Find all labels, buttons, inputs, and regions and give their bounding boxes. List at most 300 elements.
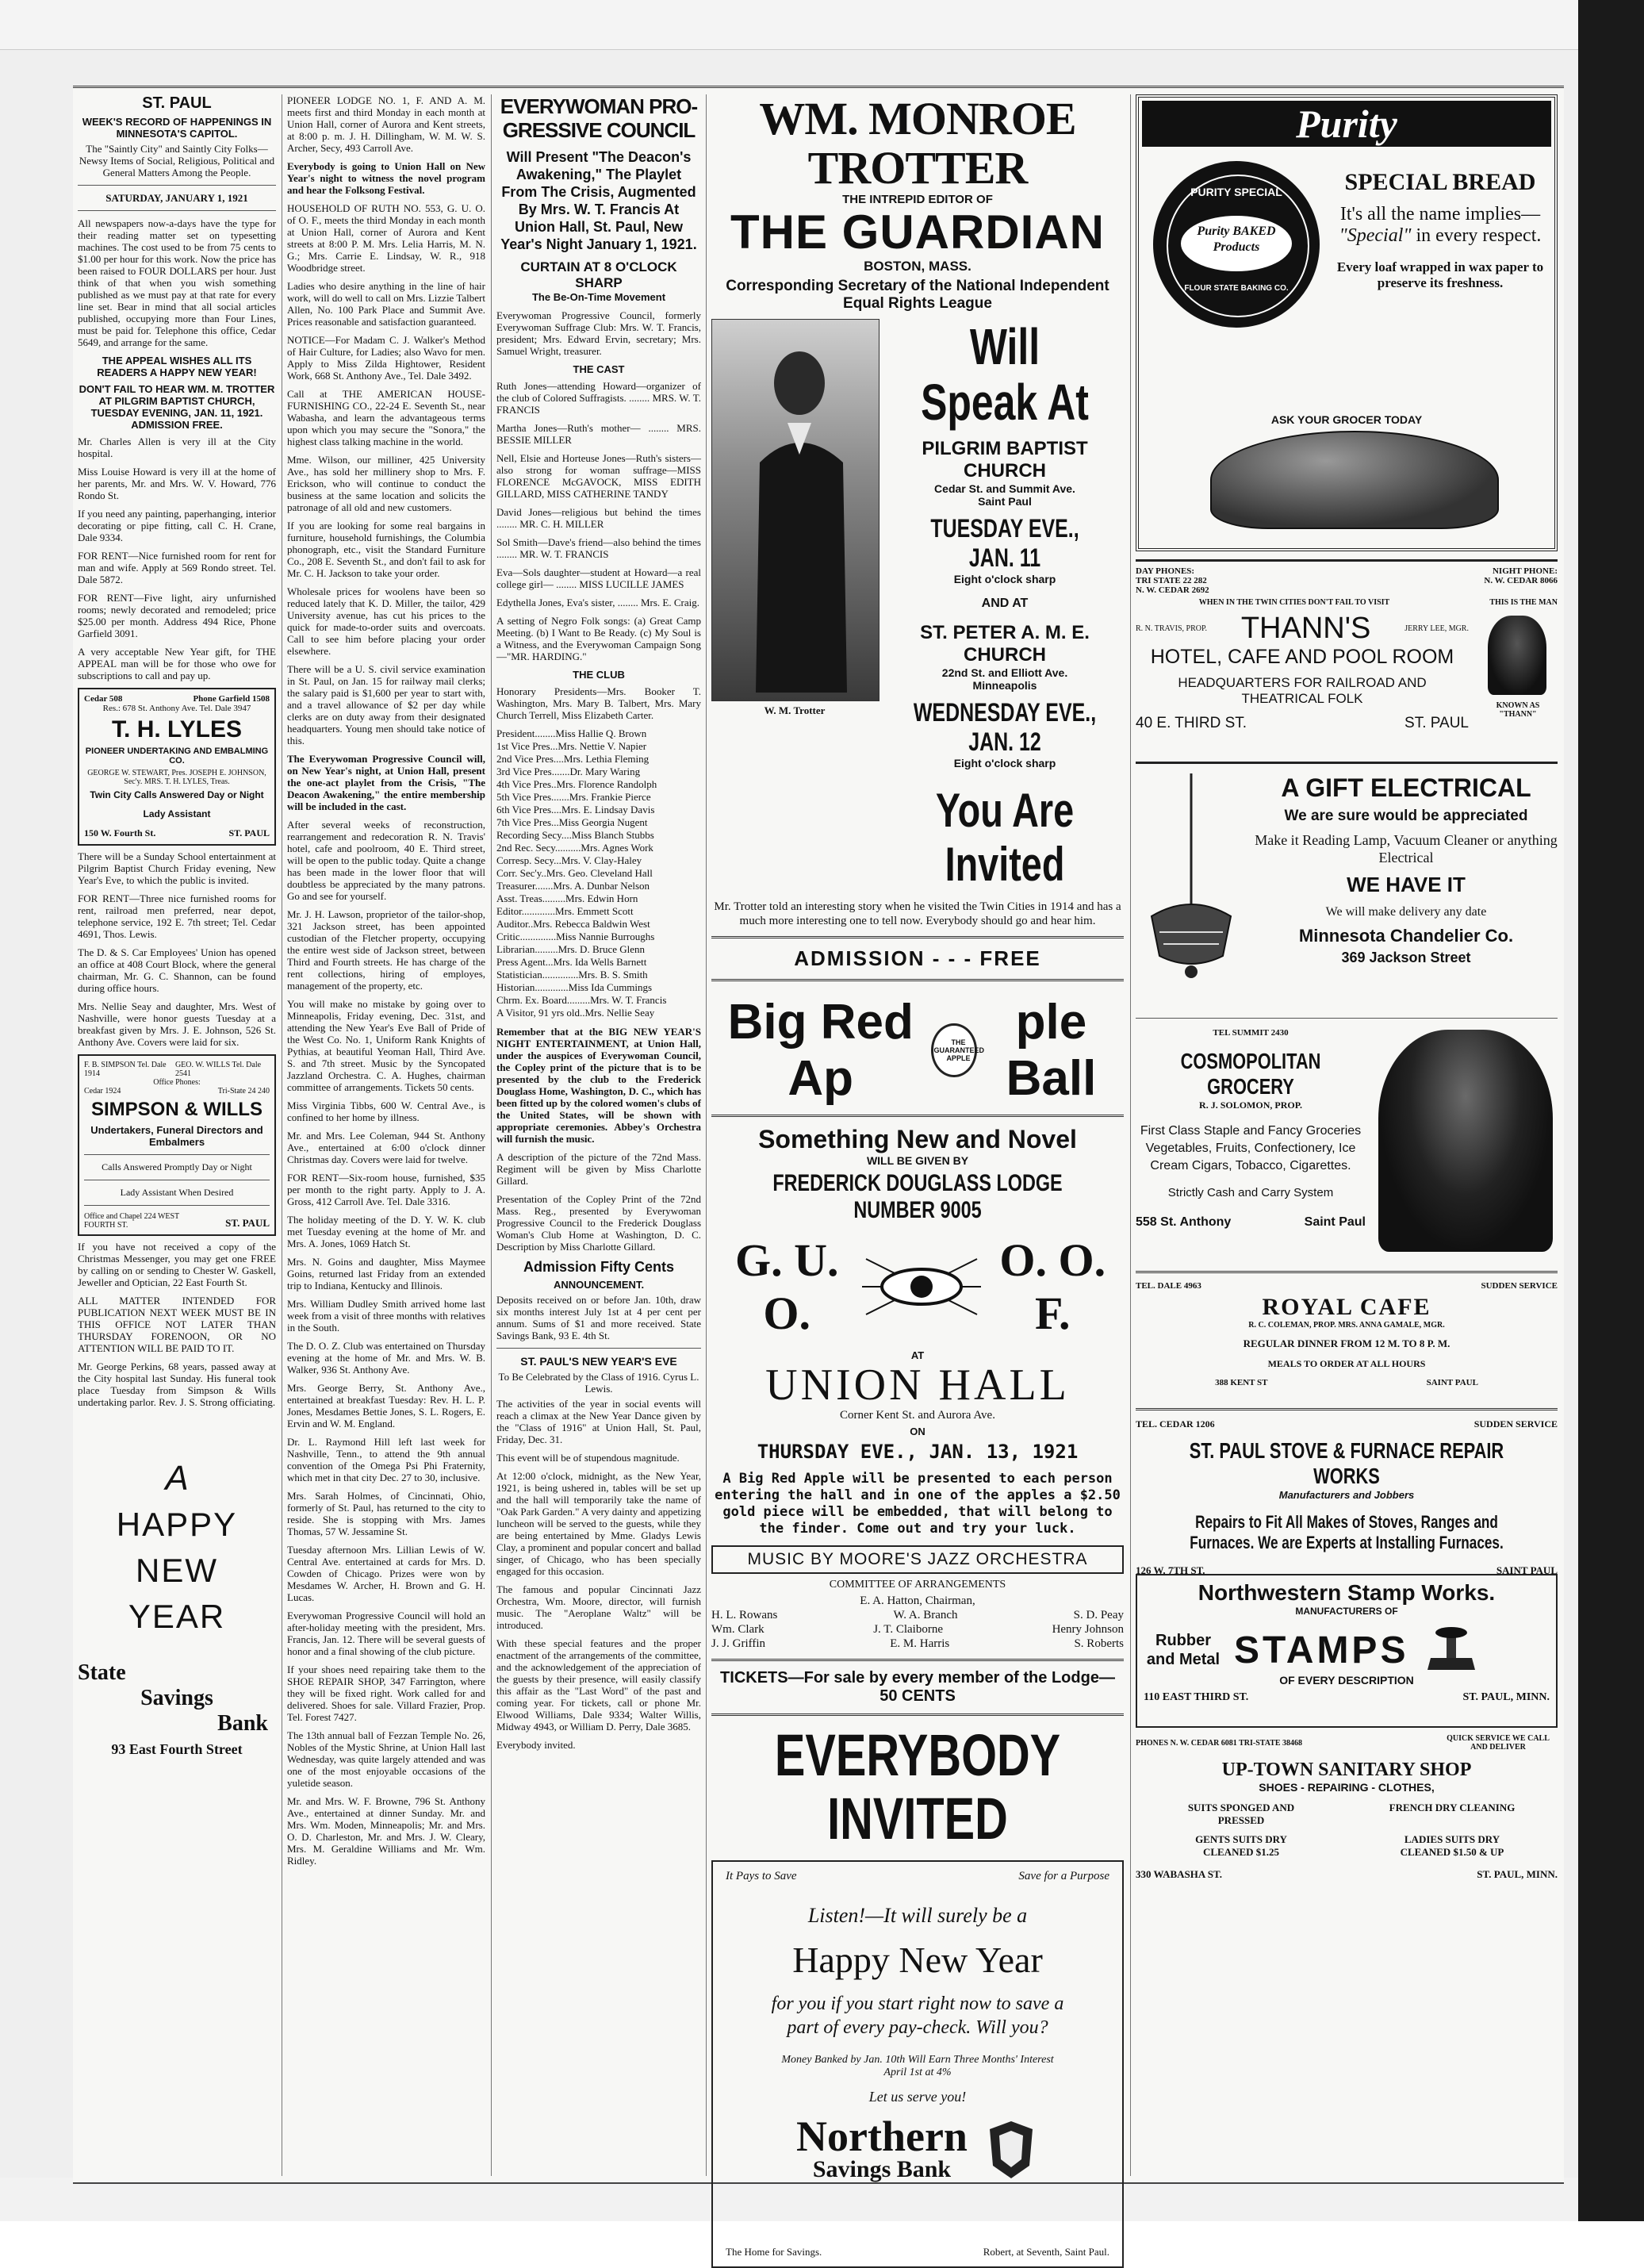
apple-description: A Big Red Apple will be presented to each person entering the hall and in one of the apples a $2.50 gold piece will be embedded, that will belong to the finder. Come out and try your luck. xyxy=(715,1471,1121,1537)
nsb-slogan-right: Save for a Purpose xyxy=(1018,1870,1109,1882)
roster-line: 2nd Rec. Secy..........Mrs. Agnes Work xyxy=(496,842,653,854)
roster-line: 7th Vice Pres...Miss Georgia Nugent xyxy=(496,816,648,828)
roster-line: Treasurer.......Mrs. A. Dunbar Nelson xyxy=(496,880,650,892)
curtain-subnotice: The Be-On-Time Movement xyxy=(531,291,666,303)
dateline: ST. PAUL xyxy=(142,94,212,112)
uptown-service: FRENCH DRY CLEANING xyxy=(1389,1802,1516,1813)
lyles-phone: Cedar 508 xyxy=(84,694,123,704)
known-as: KNOWN AS "THANN" xyxy=(1496,701,1540,719)
will-be-given: WILL BE GIVEN BY xyxy=(866,1154,969,1167)
article-paragraph: Dr. L. Raymond Hill left last week for Nashville, Tenn., to attend the 9th annual convention of the Omega Psi Phi Fraternity, which met in that city Dec. 27 to 30, inclusive. xyxy=(287,1436,485,1483)
solomon-portrait xyxy=(1378,1030,1553,1252)
stamp-press-icon xyxy=(1420,1626,1483,1674)
simpson-wills-title: SIMPSON & WILLS xyxy=(91,1099,263,1120)
column-rule xyxy=(1130,94,1131,2176)
roster-line: Chrm. Ex. Board.........Mrs. W. T. Francis xyxy=(496,994,667,1006)
oof-letters: O. O. F. xyxy=(999,1234,1106,1339)
article-paragraph: Ladies who desire anything in the line of hair work, will do well to call on Mrs. Lizzie Talbert Allen, No. 100 Park Place and Summit Ave. Prices reasonable and satisfaction guaranteed. xyxy=(287,280,485,328)
lyles-residence: Res.: 678 St. Anthony Ave. Tel. Dale 3947 xyxy=(102,704,251,713)
article-paragraph: Remember that at the BIG NEW YEAR'S NIGHT ENTERTAINMENT, at Union Hall, under the auspices of Everywoman Council, the Copley print of the picture that is to be presented by the club to the Frederick Douglass Home, Washington, D. C., which has been fitted up by the colored women's clubs of the United States, will be shown with appropriate ceremonies. Abbey's Orchestra will furnish the music. xyxy=(496,1026,701,1145)
thann-name: THANN'S xyxy=(1240,612,1371,645)
rubber-metal: Rubber and Metal xyxy=(1146,1632,1221,1668)
article-paragraph: At 12:00 o'clock, midnight, as the New Year, 1921, is being ushered in, tables will be set up and the hall will temporarily take the name of "Oak Park Garden." A very dainty and appetizing luncheon will be served to the guests, while they are being entertained by Mme. Gladys Lewis Clay, a prominent and popular concert and ballad singer, of Chicago, who has been specially engaged for this occasion. xyxy=(496,1470,701,1577)
phone-number: N. W. CEDAR 2692 xyxy=(1136,585,1209,595)
cast-entry: David Jones—religious but behind the times ........ MR. C. H. MILLER xyxy=(496,506,701,530)
thann-hq: HEADQUARTERS FOR RAILROAD AND THEATRICAL FOLK xyxy=(1178,675,1427,706)
column-4 xyxy=(711,93,1124,2258)
article-paragraph: If you have not received a copy of the Christmas Messenger, you may get one FREE by calling on or sending to Chester W. Gaskell, Jeweller and Optician, 22 East Fourth St. xyxy=(78,1241,276,1288)
trotter-notice: DON'T FAIL TO HEAR WM. M. TROTTER AT PILGRIM BAPTIST CHURCH, TUESDAY EVENING, JAN. 11, 1921. ADMISSION FREE. xyxy=(79,383,275,431)
article-paragraph: FOR RENT—Five light, airy unfurnished rooms; newly decorated and remodeled; price $25.00 per month. Address 494 Rice, Phone Garfield 3091. xyxy=(78,592,276,639)
tickets-line: TICKETS—For sale by every member of the Lodge—50 CENTS xyxy=(720,1669,1115,1705)
roster-line: Recording Secy....Miss Blanch Stubbs xyxy=(496,829,654,841)
special-bread: SPECIAL BREAD xyxy=(1344,169,1536,195)
stove-repairs: Repairs to Fit All Makes of Stoves, Ranges and Furnaces. We are Experts at Installing Furnaces. xyxy=(1190,1512,1504,1552)
admission-fifty: Admission Fifty Cents xyxy=(523,1259,675,1275)
article-paragraph: After several weeks of reconstruction, rearrangement and redecoration R. N. Travis' hotel, cafe and poolroom, 40 E. Third street, will be open to the public today. Quite a change has been made in the lower floor that will doubtless be appreciated by the many patrons. Go and see for yourself. xyxy=(287,819,485,902)
happy-new-year-ad xyxy=(78,1456,276,1640)
column-1 xyxy=(78,94,276,2176)
hny-line: A xyxy=(165,1459,189,1498)
thann-portrait xyxy=(1488,616,1546,695)
article-paragraph: Mrs. George Berry, St. Anthony Ave., entertained at breakfast Tuesday: Rev. H. L. P. Jones, Mesdames Bettie Jones, S. L. Rogers, E. Ervin and W. M. England. xyxy=(287,1382,485,1429)
event-time: Eight o'clock sharp xyxy=(953,573,1056,585)
article-paragraph: With these special features and the proper enactment of the arrangements of the committee, and the acknowledgement of the appreciation of the guests by their presence, will easily classify this affair as the "Last Word" of the past and coming year. For tickets, call or phone Mr. Elwood Williams, Dale 9334; Walter Willis, Midway 4943, or William D. Perry, Dale 3685. xyxy=(496,1637,701,1733)
article-paragraph: Presentation of the Copley Print of the 72nd Mass. Reg., presented by Everywoman Progressive Council to the Frederick Douglass Woman's Club Home at Washington, D. C. Description by Miss Charlotte Gillard. xyxy=(496,1193,701,1253)
office-phones-label: Office Phones: xyxy=(153,1078,201,1087)
council-headline xyxy=(496,94,701,142)
stamps-word: STAMPS xyxy=(1234,1629,1409,1671)
trotter-editor-of: THE INTREPID EDITOR OF xyxy=(842,193,993,206)
stamp-works-ad xyxy=(1136,1574,1558,1728)
column-rule xyxy=(706,94,707,2176)
curtain-notice: CURTAIN AT 8 O'CLOCK SHARP xyxy=(520,259,677,290)
nsb-home: The Home for Savings. xyxy=(726,2246,822,2258)
article-paragraph: Deposits received on or before Jan. 10th, draw six months interest July 1st at 4 per cent per annum. Sums of $1 and more received. State Savings Bank, 93 E. 4th St. xyxy=(496,1294,701,1341)
roster-line: 6th Vice Pres....Mrs. E. Lindsay Davis xyxy=(496,804,655,815)
event-date: TUESDAY EVE., JAN. 11 xyxy=(930,514,1079,572)
headline-line: EVERYWOMAN PRO- xyxy=(500,94,698,118)
ask-grocer: ASK YOUR GROCER TODAY xyxy=(1270,413,1423,426)
ball-date: THURSDAY EVE., JAN. 13, 1921 xyxy=(757,1441,1079,1463)
cast-entry: Ruth Jones—attending Howard—organizer of the club of Colored Suffragists. ........ MRS. W. T. FRANCIS xyxy=(496,380,701,416)
cast-entry: Nell, Elsie and Horteuse Jones—Ruth's sisters—also strong for woman suffrage—MISS FLORENCE McGAVOCK, MISS EDITH GILLARD, MISS CATHERINE TANDY xyxy=(496,452,701,500)
baked-products: Purity BAKED Products xyxy=(1181,216,1292,271)
guo-letters: G. U. O. xyxy=(734,1234,839,1339)
stamp-every: OF EVERY DESCRIPTION xyxy=(1279,1674,1414,1687)
lyles-phone: Phone Garfield 1508 xyxy=(193,694,270,704)
article-paragraph: Wholesale prices for woolens have been so reduced lately that K. D. Miller, the tailor, 429 University avenue, has cut his prices to the quick for made-to-order suits and overcoats. Call to see him before placing your order elsewhere. xyxy=(287,585,485,657)
article-paragraph: The D. & S. Car Employees' Union has opened an office at 408 Court Block, where the general chairman, Mr. G. C. Shannon, can be found during office hours. xyxy=(78,946,276,994)
cosmopolitan-ad xyxy=(1136,1025,1558,1263)
article-paragraph: The activities of the year in social events will reach a climax at the New Year Dance given by the "Class of 1916" at Union Hall, St. Paul, Friday, Dec. 31. xyxy=(496,1398,701,1445)
committee-chair: E. A. Hatton, Chairman, xyxy=(860,1595,975,1607)
royal-service: SUDDEN SERVICE xyxy=(1481,1281,1558,1291)
office-phone: Tri-State 24 240 xyxy=(217,1087,270,1096)
article-paragraph: Everybody invited. xyxy=(496,1739,576,1751)
uptown-quick: QUICK SERVICE WE CALL AND DELIVER xyxy=(1447,1734,1550,1752)
thanns-ad xyxy=(1136,559,1558,764)
gift-heading: A GIFT ELECTRICAL xyxy=(1281,773,1531,802)
club-heading: THE CLUB xyxy=(573,669,625,681)
stove-city: SAINT PAUL xyxy=(1496,1564,1558,1576)
cosmo-address: 558 St. Anthony xyxy=(1136,1215,1232,1229)
roster-line: Historian.............Miss Ida Cummings xyxy=(496,981,653,993)
music-banner: MUSIC BY MOORE'S JAZZ ORCHESTRA xyxy=(711,1545,1124,1574)
lyles-officers: GEORGE W. STEWART, Pres. JOSEPH E. JOHNSON, Sec'y. MRS. T. H. LYLES, Treas. xyxy=(87,769,266,786)
purity-seal-icon xyxy=(1153,161,1320,328)
column-5 xyxy=(1136,94,1558,2176)
venue-city: Minneapolis xyxy=(972,679,1037,692)
state-savings-bank-ad xyxy=(78,1660,276,1758)
simpson-lady: Lady Assistant When Desired xyxy=(120,1187,234,1198)
will-speak: Will Speak At xyxy=(921,318,1089,431)
roster-line: 3rd Vice Pres.......Dr. Mary Waring xyxy=(496,766,641,777)
and-at: AND AT xyxy=(981,597,1029,610)
article-paragraph: Everywoman Progressive Council, formerly Everywoman Suffrage Club: Mrs. W. T. Francis, president; Mrs. Edward Ervin, secretary; Mrs. Samuel Wright, treasurer. xyxy=(496,309,701,357)
cast-entry: Sol Smith—Dave's friend—also behind the times ........ MR. W. T. FRANCIS xyxy=(496,536,701,560)
article-paragraph: ALL MATTER INTENDED FOR PUBLICATION NEXT WEEK MUST BE IN THIS OFFICE NOT LATER THAN THURSDAY FORENOON, OR NO ATTENTION WILL BE PAID TO IT. xyxy=(78,1295,276,1354)
column-rule xyxy=(491,94,492,2176)
column-2 xyxy=(287,94,485,2176)
simpson-city: ST. PAUL xyxy=(225,1217,270,1229)
lodge-name: FREDERICK DOUGLASS LODGE NUMBER 9005 xyxy=(772,1170,1063,1223)
uptown-phones: PHONES xyxy=(1136,1738,1169,1748)
lyles-lady: Lady Assistant xyxy=(143,808,211,819)
uptown-name: UP-TOWN SANITARY SHOP xyxy=(1221,1760,1472,1780)
article-paragraph: Call at THE AMERICAN HOUSE-FURNISHING CO., 22-24 E. Seventh St., near Wabasha, and learn the advantageous terms upon which you may secure the "Sonora," the highest class talking machine in the world. xyxy=(287,388,485,447)
photo-caption: W. M. Trotter xyxy=(764,704,826,716)
member-name: S. Roberts xyxy=(1074,1637,1124,1650)
bank-line: Bank xyxy=(217,1711,268,1736)
cosmo-tel: TEL SUMMIT 2430 xyxy=(1213,1028,1289,1038)
gift-sure: We are sure would be appreciated xyxy=(1284,808,1528,824)
article-paragraph: FOR RENT—Three nice furnished rooms for rent, railroad men preferred, near depot, telephone service, 192 E. 7th street; Tel. Cedar 4691, Thos. Lewis. xyxy=(78,892,276,940)
stamp-mfr: MANUFACTURERS OF xyxy=(1295,1606,1398,1617)
column-deck: The "Saintly City" and Saintly City Folks—Newsy Items of Social, Religious, Political and General Matters Among the People. xyxy=(79,143,275,178)
chandelier-company: Minnesota Chandelier Co. xyxy=(1298,926,1514,946)
chandelier-lamp-icon xyxy=(1136,773,1247,996)
article-paragraph: The famous and popular Cincinnati Jazz Orchestra, Wm. Moore, director, will furnish music. The "Aeroplane Waltz" will be introduced. xyxy=(496,1583,701,1631)
northern-savings-ad xyxy=(711,1860,1124,2268)
roster-line: Editor.............Mrs. Emmett Scott xyxy=(496,905,634,917)
hall-address: Corner Kent St. and Aurora Ave. xyxy=(840,1409,995,1422)
council-subheadline: Will Present "The Deacon's Awakening," The Playlet From The Crisis, Augmented By Mrs. W. T. Francis At Union Hall, St. Paul, New Year's Night January 1, 1921. xyxy=(500,149,697,252)
article-paragraph: Mrs. Nellie Seay and daughter, Mrs. West of Nashville, were honor guests Tuesday at a breakfast given by Mrs. J. E. Johnson, 526 St. Anthony Ave. Covers were laid for six. xyxy=(78,1000,276,1048)
stove-mfr: Manufacturers and Jobbers xyxy=(1278,1489,1415,1501)
article-paragraph: The holiday meeting of the D. Y. W. K. club met Tuesday evening at the home of Mr. and Mrs. A. Jones, 1069 Hatch St. xyxy=(287,1214,485,1249)
roster-line: Critic..............Miss Nannie Burroughs xyxy=(496,931,655,942)
thann-city: ST. PAUL xyxy=(1404,715,1469,731)
lyles-address: 150 W. Fourth St. xyxy=(84,827,156,839)
trotter-photo xyxy=(711,319,879,701)
member-name: Wm. Clark xyxy=(711,1623,765,1636)
article-paragraph: Mr. Charles Allen is very ill at the City hospital. xyxy=(78,436,276,459)
article-paragraph: Honorary Presidents—Mrs. Booker T. Washington, Mrs. Mary B. Talbert, Mrs. Mary Church Terrell, Miss Elizabeth Carter. xyxy=(496,685,701,721)
royal-cafe-ad xyxy=(1136,1281,1558,1400)
stove-name: ST. PAUL STOVE & FURNACE REPAIR WORKS xyxy=(1189,1438,1504,1488)
venue-name: ST. PETER A. M. E. CHURCH xyxy=(920,622,1090,666)
bread-loaf-icon xyxy=(1210,431,1499,529)
lyles-ad xyxy=(78,688,276,846)
member-name: S. D. Peay xyxy=(1073,1609,1124,1621)
guo-emblem-row xyxy=(711,1234,1124,1340)
hny-line: YEAR xyxy=(128,1598,226,1635)
stove-tel: TEL. CEDAR 1206 xyxy=(1136,1418,1215,1429)
nsb-pitch: for you if you start right now to save a part of every pay-check. Will you? xyxy=(771,1994,1064,2038)
eye-emblem-icon xyxy=(862,1255,981,1318)
portrait-figure xyxy=(712,320,879,700)
apple-icon xyxy=(931,1023,984,1077)
new-years-eve-heading: ST. PAUL'S NEW YEAR'S EVE xyxy=(520,1355,677,1368)
event-time: Eight o'clock sharp xyxy=(953,757,1056,769)
lyles-city: ST. PAUL xyxy=(228,827,270,839)
cosmo-city: Saint Paul xyxy=(1304,1215,1366,1229)
nsb-slogan-left: It Pays to Save xyxy=(726,1870,797,1882)
cast-list xyxy=(496,380,701,662)
roster-line: 4th Vice Pres..Mrs. Florence Randolph xyxy=(496,778,657,790)
day-phones: DAY PHONES: xyxy=(1136,566,1195,576)
simpson-wills-ad xyxy=(78,1054,276,1236)
apple-ball-title xyxy=(711,994,1124,1107)
every-respect: in every respect. xyxy=(1416,225,1542,246)
nsb-address: Robert, at Seventh, Saint Paul. xyxy=(983,2246,1109,2258)
stamp-address: 110 EAST THIRD ST. xyxy=(1144,1691,1249,1703)
article-paragraph: FOR RENT—Six-room house, furnished, $35 per month to the right party. Apply to J. A. Gross, 412 Carroll Ave. Tel. Dale 3316. xyxy=(287,1172,485,1207)
roster-line: 5th Vice Pres.......Mrs. Frankie Pierce xyxy=(496,791,651,803)
article-paragraph: Mr. J. H. Lawson, proprietor of the tailor-shop, 321 Jackson street, has been appointed custodian of the Fletcher property, occupying the entire west side of Jackson street, between Third and Fourth streets. He has charge of the rent collections, hiring of employes, management of the property, etc. xyxy=(287,908,485,992)
uptown-service: LADIES SUITS DRY CLEANED $1.50 & UP xyxy=(1400,1833,1504,1858)
trotter-schedule xyxy=(886,319,1124,892)
roster-line: Asst. Treas.........Mrs. Edwin Horn xyxy=(496,892,638,904)
purity-bread-ad xyxy=(1136,94,1558,551)
article-paragraph: If you need any painting, paperhanging, interior decorating or pipe fitting, call C. H. Crane, Dale 9334. xyxy=(78,508,276,543)
hny-line: NEW xyxy=(136,1552,218,1589)
royal-meals: MEALS TO ORDER AT ALL HOURS xyxy=(1267,1358,1426,1369)
article-paragraph: The Everywoman Progressive Council will, on New Year's night, at Union Hall, present the one-act playlet from the Crisis, "The Deacon Awakening," the entire membership will be included in the cast. xyxy=(287,753,485,812)
cast-entry: Edythella Jones, Eva's sister, ........ Mrs. E. Craig. xyxy=(496,597,700,608)
stove-repair-ad xyxy=(1136,1418,1558,1576)
cosmo-cash: Strictly Cash and Carry System xyxy=(1167,1186,1334,1199)
when-in-twin-cities: WHEN IN THE TWIN CITIES DON'T FAIL TO VISIT xyxy=(1198,598,1390,607)
venue-address: Cedar St. and Summit Ave. xyxy=(934,482,1075,495)
club-roster xyxy=(496,727,701,1019)
stove-address: 126 W. 7TH ST. xyxy=(1136,1564,1205,1576)
article-paragraph: This event will be of stupendous magnitude. xyxy=(496,1452,680,1464)
nsb-name: Savings Bank xyxy=(812,2156,952,2182)
roster-line: Statistician..............Mrs. B. S. Smith xyxy=(496,969,648,980)
admission-free: ADMISSION - - - FREE xyxy=(794,946,1041,970)
article-paragraph: Everybody is going to Union Hall on New Year's night to witness the novel program and hear the Folksong Festival. xyxy=(287,160,485,196)
scan-top-margin xyxy=(0,0,1644,50)
bank-line: State xyxy=(78,1660,126,1685)
article-paragraph: FOR RENT—Nice furnished room for rent for man and wife. Apply at 569 Rondo street. Tel. Dale 5872. xyxy=(78,550,276,585)
royal-city: SAINT PAUL xyxy=(1426,1378,1478,1387)
article-paragraph: Mme. Wilson, our milliner, 425 University Ave., has sold her millinery shop to Mrs. F. Erickson, who will continue to conduct the business at the same location and solicits the patronage of all old and new customers. xyxy=(287,454,485,513)
cast-entry: Martha Jones—Ruth's mother— ........ MRS. BESSIE MILLER xyxy=(496,422,701,446)
issue-date: SATURDAY, JANUARY 1, 1921 xyxy=(105,192,248,204)
article-paragraph: A description of the picture of the 72nd Mass. Regiment will be given by Miss Charlotte Gillard. xyxy=(496,1151,701,1187)
phone-number: TRI STATE 22 282 xyxy=(1136,576,1207,585)
roster-line: A Visitor, 91 yrs old..Mrs. Nellie Seay xyxy=(496,1007,655,1019)
committee-members xyxy=(711,1608,1124,1651)
stamp-name: Northwestern Stamp Works. xyxy=(1198,1580,1496,1605)
eagle-seal-icon xyxy=(983,2118,1039,2182)
uptown-sub: SHOES - REPAIRING - CLOTHES, xyxy=(1259,1781,1435,1794)
uptown-phone-numbers: N. W. CEDAR 6081 TRI-STATE 38468 xyxy=(1170,1738,1303,1748)
article-paragraph: There will be a U. S. civil service examination in St. Paul, on Jan. 15 for railway mail clerks; the salary paid is $1,600 per year to start with, and a travel allowance of $2 per day while clerks are on duty away from their designated headquarters. Young men should take notice of this. xyxy=(287,663,485,746)
article-paragraph: Mr. and Mrs. Lee Coleman, 944 St. Anthony Ave., entertained at 6:00 o'clock dinner Christmas day. Covers were laid for twelve. xyxy=(287,1130,485,1165)
scan-right-edge xyxy=(1578,0,1644,2221)
article-paragraph: Tuesday afternoon Mrs. Lillian Lewis of W. Central Ave. entertained at cards for Mrs. D. Cowden of Chicago. Prizes were won by Mesdames W. Archer, H. Brown and G. H. Lucas. xyxy=(287,1544,485,1603)
roster-line: 1st Vice Pres...Mrs. Nettie V. Napier xyxy=(496,740,647,752)
trotter-title: Corresponding Secretary of the National Independent Equal Rights League xyxy=(726,278,1109,312)
you-are-invited: You Are Invited xyxy=(935,784,1075,891)
article-paragraph: If you are looking for some real bargains in furniture, household furnishings, the Columbia phonograph, etc., visit the Standard Furniture Co., 208 E. Seventh St., and don't fail to ask for Mr. C. H. Jackson to take your order. xyxy=(287,520,485,579)
trotter-note: Mr. Trotter told an interesting story when he visited the Twin Cities in 1914 and has a much more interesting one to tell now. Everybody should go and hear him. xyxy=(714,900,1121,927)
article-paragraph: All newspapers now-a-days have the type for their reading matter set on typesetting machines. The cost used to be from 75 cents to $1.00 per hour for this work. Now the price has been raised to FOUR DOLLARS per hour. Just think of that when you wish something published as we must pay at that rate for every line set. Bear in mind that all social articles published, occupying more than Four Lines, must be paid for. Telephone this office, Cedar 5649, and arrange for the same. xyxy=(78,217,276,348)
member-name: E. M. Harris xyxy=(890,1637,950,1650)
roster-line: Auditor..Mrs. Rebecca Baldwin West xyxy=(496,918,650,930)
article-paragraph: There will be a Sunday School entertainment at Pilgrim Baptist Church Friday evening, New Year's Eve, to which the public is invited. xyxy=(78,850,276,886)
uptown-address: 330 WABASHA ST. xyxy=(1136,1868,1222,1880)
nsb-name: Northern xyxy=(796,2113,968,2160)
bank-line: Savings xyxy=(140,1686,213,1710)
roster-line: Corresp. Secy...Mrs. V. Clay-Haley xyxy=(496,854,642,866)
apple-label: THE GUARANTEED APPLE xyxy=(933,1038,984,1062)
trotter-photo-frame xyxy=(711,319,878,892)
article-paragraph: NOTICE—For Madam C. J. Walker's Method of Hair Culture, for Ladies; also Wavo for men. Apply to Miss Zilda Hightower, Resident Work, 668 St. Anthony Ave., Tel. Dale 3492. xyxy=(287,334,485,382)
guardian-title: THE GUARDIAN xyxy=(730,205,1105,259)
article-paragraph: Mrs. N. Goins and daughter, Miss Maymee Goins, returned last Friday from an extended trip to Indiana, Kentucky and Illinois. xyxy=(287,1256,485,1291)
article-paragraph: You will make no mistake by going over to Minneapolis, Friday evening, Dec. 31st, and attending the New Year's Eve Ball of Pride of the West Co. No. 1, Uniform Rank Knights of Pythias, at beautiful Yeoman Hall, Third Ave. S. and 7th street. Music by the Syncopated Jazzland Orchestra. C. A. Hughes, chairman committee of arrangements. Tickets 50 cents. xyxy=(287,998,485,1093)
uptown-service: GENTS SUITS DRY CLEANED $1.25 xyxy=(1195,1833,1287,1858)
cast-entry: Eva—Sols daughter—student at Howard—a real college girl— ........ MISS LUCILLE JAMES xyxy=(496,566,701,590)
uptown-sanitary-ad xyxy=(1136,1734,1558,1893)
stamp-city: ST. PAUL, MINN. xyxy=(1462,1691,1550,1703)
royal-dinner: REGULAR DINNER FROM 12 M. TO 8 P. M. xyxy=(1243,1337,1450,1349)
announcement-heading: ANNOUNCEMENT. xyxy=(553,1279,645,1291)
member-name: J. J. Griffin xyxy=(711,1637,766,1650)
uptown-service: SUITS SPONGED AND PRESSED xyxy=(1187,1802,1295,1826)
member-name: W. A. Branch xyxy=(893,1609,958,1621)
gift-electrical-ad xyxy=(1136,773,1558,1011)
roster-line: Press Agent...Mrs. Ida Wells Barnett xyxy=(496,956,647,968)
nsb-listen: Listen!—It will surely be a xyxy=(807,1904,1028,1927)
nsb-hny: Happy New Year xyxy=(792,1940,1043,1980)
cast-entry: A setting of Negro Folk songs: (a) Great Camp Meeting. (b) I Want to Be Ready. (c) My Soul is a Witness, and the Everywoman Campaign Song—"MR. HARDING." xyxy=(496,615,701,662)
nsb-logo-row xyxy=(726,2113,1109,2183)
nsb-serve: Let us serve you! xyxy=(868,2089,967,2105)
committee-heading: COMMITTEE OF ARRANGEMENTS xyxy=(829,1579,1006,1591)
column-subhead: WEEK'S RECORD OF HAPPENINGS IN MINNESOTA'S CAPITOL. xyxy=(82,116,272,140)
uptown-city: ST. PAUL, MINN. xyxy=(1477,1868,1558,1880)
event-date: WEDNESDAY EVE., JAN. 12 xyxy=(913,698,1097,756)
article-paragraph: Mr. George Perkins, 68 years, passed away at the City hospital last Sunday. His funeral took place Tuesday from Simpson & Wills undertaking parlor. Rev. J. S. Strong officiating. xyxy=(78,1360,276,1408)
simpson-chapel: Office and Chapel 224 WEST FOURTH ST. xyxy=(84,1212,179,1230)
we-have-it: WE HAVE IT xyxy=(1347,873,1466,896)
newspaper-page xyxy=(73,86,1564,2258)
thann-address: 40 E. THIRD ST. xyxy=(1136,715,1247,731)
simpson-calls: Calls Answered Promptly Day or Night xyxy=(102,1161,252,1172)
cast-heading: THE CAST xyxy=(573,363,625,375)
wax-paper: Every loaf wrapped in wax paper to preserve its freshness. xyxy=(1336,259,1544,290)
chandelier-address: 369 Jackson Street xyxy=(1341,950,1471,965)
article-paragraph: A very acceptable New Year gift, for THE APPEAL man will be for those who owe for subscriptions to call and pay up. xyxy=(78,646,276,681)
article-paragraph: The 13th annual ball of Fezzan Temple No. 26, Nobles of the Mystic Shrine, at Union Hall last Wednesday, was quite largely attended and was one of the most enjoyable occasions of the yuletide season. xyxy=(287,1729,485,1789)
special-word: "Special" xyxy=(1339,225,1412,246)
venue-address: 22nd St. and Elliott Ave. xyxy=(941,666,1068,679)
nsb-interest: Money Banked by Jan. 10th Will Earn Three Months' Interest April 1st at 4% xyxy=(781,2054,1054,2078)
trotter-name: WM. MONROE TROTTER xyxy=(759,93,1076,194)
article-paragraph: Miss Virginia Tibbs, 600 W. Central Ave., is confined to her home by illness. xyxy=(287,1099,485,1123)
guardian-city: BOSTON, MASS. xyxy=(864,259,971,274)
lyles-name: T. H. LYLES xyxy=(112,716,242,743)
night-phone: NIGHT PHONE: xyxy=(1492,566,1558,576)
roster-line: 2nd Vice Pres....Mrs. Lethia Fleming xyxy=(496,753,650,765)
seal-bottom-text: FLOUR STATE BAKING CO. xyxy=(1184,284,1289,293)
something-new: Something New and Novel xyxy=(758,1125,1077,1153)
gift-deliver: We will make delivery any date xyxy=(1325,905,1487,919)
article-paragraph: HOUSEHOLD OF RUTH NO. 553, G. U. O. of O. F., meets the third Monday in each month at Union Hall, corner of Aurora and Kent streets at 8:00 P. M. Mrs. Lelia Harris, M. N. G.; Mrs. Carrie E. Lindsay, W. R., 918 Woodbridge street. xyxy=(287,202,485,274)
thann-mgr: JERRY LEE, MGR. xyxy=(1404,624,1469,633)
article-paragraph: PIONEER LODGE NO. 1, F. AND A. M. meets first and third Monday in each month at Union Hall, corner of Aurora and Kent streets, at 8:00 p. m. J. H. Dillingham, W. M. W. S. Archer, Secy, 493 Carroll Ave. xyxy=(287,94,485,154)
cosmo-prop: R. J. SOLOMON, PROP. xyxy=(1199,1099,1302,1111)
cosmo-name: COSMOPOLITAN GROCERY xyxy=(1180,1049,1321,1099)
trotter-body xyxy=(711,319,1124,892)
member-name: J. T. Claiborne xyxy=(873,1623,943,1636)
gift-make: Make it Reading Lamp, Vacuum Cleaner or anything Electrical xyxy=(1255,832,1558,865)
article-paragraph: Mr. and Mrs. W. F. Browne, 796 St. Anthony Ave., entertained at dinner Sunday. Mr. and Mrs. Wm. Moden, Minneapolis; Mr. and Mrs. O. D. Charleston, Mr. and Mrs. J. W. Cleary, Mrs. M. Geraldine Williams and Mr. Wm. Ridley. xyxy=(287,1795,485,1867)
member-name: Henry Johnson xyxy=(1052,1623,1124,1636)
lyles-tagline: PIONEER UNDERTAKING AND EMBALMING CO. xyxy=(85,746,269,766)
article-paragraph: Mrs. Sarah Holmes, of Cincinnati, Ohio, formerly of St. Paul, has returned to the city to reside. She is stopping with Mrs. James Thomas, 57 W. Jessamine St. xyxy=(287,1490,485,1537)
ball-title-b: ple Ball xyxy=(1006,995,1097,1106)
everybody-invited: EVERYBODY INVITED xyxy=(774,1722,1061,1852)
bank-address: 93 East Fourth Street xyxy=(111,1741,243,1757)
headline-line: GRESSIVE COUNCIL xyxy=(502,118,696,142)
hny-line: HAPPY xyxy=(116,1506,238,1543)
article-paragraph: Everywoman Progressive Council will hold an after-holiday meeting with the president, Mrs. Francis, Jan. 12. There will be several guests of honor and a final showing of the club picture. xyxy=(287,1610,485,1657)
on-label: ON xyxy=(910,1426,925,1437)
thann-prop: R. N. TRAVIS, PROP. xyxy=(1136,624,1207,633)
royal-tel: TEL. DALE 4963 xyxy=(1136,1281,1201,1291)
royal-address: 388 KENT ST xyxy=(1215,1378,1268,1387)
greeting: THE APPEAL WISHES ALL ITS READERS A HAPPY NEW YEAR! xyxy=(97,355,257,378)
at-label: AT xyxy=(910,1349,925,1361)
stove-service: SUDDEN SERVICE xyxy=(1473,1418,1558,1429)
wills-name: GEO. W. WILLS Tel. Dale 2541 xyxy=(174,1061,262,1078)
ball-title-a: Big Red Ap xyxy=(727,995,914,1106)
article-paragraph: Mrs. William Dudley Smith arrived home last week from a visit of three months with relatives in the South. xyxy=(287,1298,485,1334)
royal-prop: R. C. COLEMAN, PROP. MRS. ANNA GAMALE, MGR. xyxy=(1248,1321,1445,1330)
roster-line: Librarian.........Mrs. D. Bruce Glenn xyxy=(496,943,646,955)
new-years-eve-sub: To Be Celebrated by the Class of 1916. Cyrus L. Lewis. xyxy=(498,1371,699,1395)
cosmo-goods: First Class Staple and Fancy Groceries Vegetables, Fruits, Confectionery, Ice Cream Cigars, Tobacco, Cigarettes. xyxy=(1140,1124,1362,1172)
article-paragraph: The D. O. Z. Club was entertained on Thursday evening at the home of Mr. and Mrs. W. B. Walker, 936 St. Anthony Ave. xyxy=(287,1340,485,1376)
roster-line: President........Miss Hallie Q. Brown xyxy=(496,727,647,739)
article-paragraph: If your shoes need repairing take them to the SHOE REPAIR SHOP, 347 Farrington, where they will be fixed right. Work called for and delivered. Shoes for sale. Villard Frazier, Prop. Tel. Forest 7427. xyxy=(287,1664,485,1723)
seal-text: PURITY SPECIAL xyxy=(1190,186,1282,198)
column-3 xyxy=(496,94,701,2176)
name-implies: It's all the name implies— xyxy=(1339,204,1541,224)
thann-hotel: HOTEL, CAFE AND POOL ROOM xyxy=(1150,646,1454,668)
member-name: H. L. Rowans xyxy=(711,1609,778,1621)
venue-name: PILGRIM BAPTIST CHURCH xyxy=(922,438,1088,482)
union-hall: UNION HALL xyxy=(765,1360,1070,1410)
simpson-wills-tagline: Undertakers, Funeral Directors and Embalmers xyxy=(90,1124,263,1148)
royal-name: ROYAL CAFE xyxy=(1262,1294,1431,1320)
